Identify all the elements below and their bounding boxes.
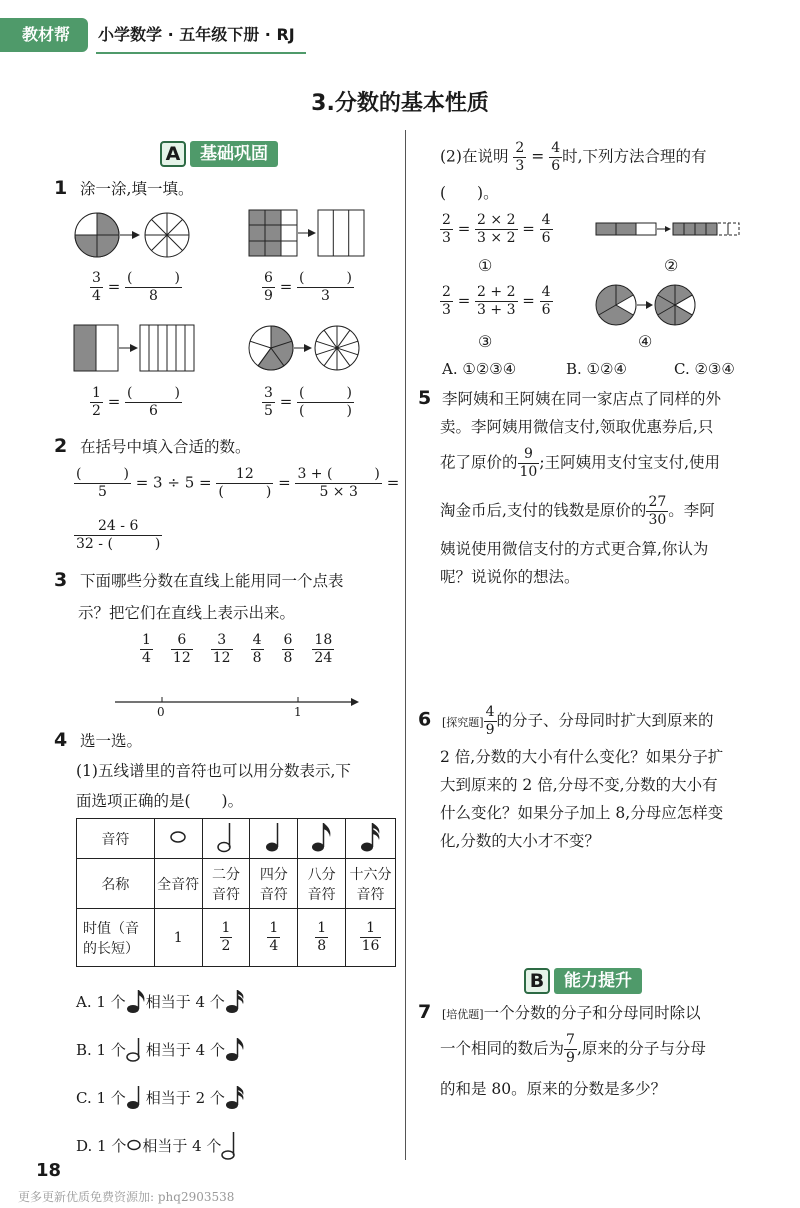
header-underline: [96, 52, 306, 54]
question-5: [418, 384, 721, 414]
question-6: 6 [探究题] $\frac{4}{9}$ 的分子、分母同时扩大到原来的: [418, 704, 714, 738]
table-header: 时值（音 的长短）: [77, 909, 155, 967]
question-2-header: [54, 432, 251, 462]
question-text: 一个分数的分子和分母同时除以: [483, 1004, 701, 1022]
tick-label-0: 0: [157, 705, 165, 719]
half-note-icon: [202, 819, 250, 859]
page-number: 18: [36, 1160, 62, 1181]
option-d[interactable]: D. 1 个 相当于 4 个: [76, 1130, 241, 1160]
q1-eq-1: $\frac{3}{4}$ = $\frac{( )}{8}$: [92, 270, 180, 304]
note-value: $\frac{1}{2}$: [202, 909, 250, 967]
method-3-label: ③: [478, 332, 493, 351]
method-4-label: ④: [638, 332, 653, 351]
question-tag: [培优题]: [442, 1008, 484, 1021]
answer-blank[interactable]: $\frac{( )}{5}$: [76, 466, 129, 500]
q2-equation-chain: $\frac{( )}{5}$ = 3 ÷ 5 = $\frac{12}{( )}$ = $\frac{3 + ( )}{5 \times 3}$ =: [76, 466, 400, 500]
choice-c[interactable]: C. ②③④: [674, 360, 735, 378]
answer-blank[interactable]: $\frac{24 - 6}{32 - ( )}$: [76, 518, 161, 552]
q1-eq-2: $\frac{6}{9}$ = $\frac{( )}{3}$: [264, 270, 352, 304]
tick-label-1: 1: [294, 705, 302, 719]
note-table: [76, 818, 396, 967]
section-a-badge: [160, 139, 278, 169]
table-header: 音符: [77, 819, 155, 859]
question-text: 选一选。: [80, 732, 143, 750]
question-number: 1: [54, 177, 68, 199]
question-text: 的和是 80。原来的分数是多少？: [440, 1080, 667, 1098]
quarter-note-icon: [126, 1084, 146, 1110]
eighth-note-icon: [126, 988, 146, 1014]
method-1: $\frac{2}{3}$ = $\frac{2 \times 2}{3 \times 2}$ = $\frac{4}{6}$: [442, 212, 551, 246]
brand-tag: 教材帮: [0, 18, 88, 52]
note-name: 八分 音符: [298, 859, 346, 909]
whole-note-icon: [154, 819, 202, 859]
question-text: 下面哪些分数在直线上能用同一个点表: [80, 572, 344, 590]
sixteenth-note-icon: [225, 1084, 245, 1110]
option-b[interactable]: B. 1 个 相当于 4 个: [76, 1036, 245, 1062]
question-text: 什么变化？如果分子加上 8,分母应怎样变: [440, 804, 724, 822]
method-1-label: ①: [478, 256, 493, 275]
option-a[interactable]: A. 1 个 相当于 4 个: [76, 988, 245, 1014]
question-text: 呢？说说你的想法。: [440, 568, 580, 586]
note-value: $\frac{1}{16}$: [346, 909, 396, 967]
watermark: 更多更新优质免费资源加: phq2903538: [18, 1190, 235, 1204]
question-number: 2: [54, 435, 68, 457]
number-line[interactable]: [115, 696, 360, 708]
question-number: 7: [418, 1001, 432, 1023]
sixteenth-note-icon: [225, 988, 245, 1014]
section-b-label: 能力提升: [554, 968, 642, 994]
question-text: 示？把它们在直线上表示出来。: [78, 604, 296, 622]
q1-figure-1: [70, 205, 200, 265]
note-name: 二分 音符: [202, 859, 250, 909]
choice-a[interactable]: A. ①②③④: [442, 360, 517, 378]
answer-blank[interactable]: $\frac{( )}{6}$: [127, 385, 180, 419]
sixteenth-note-icon: [346, 819, 396, 859]
question-text: 姨说使用微信支付的方式更合算,你认为: [440, 540, 709, 558]
half-note-icon: [126, 1036, 146, 1062]
quarter-note-icon: [250, 819, 298, 859]
q4-sub2-blank[interactable]: ( )。: [440, 184, 499, 202]
choice-b[interactable]: B. ①②④: [566, 360, 627, 378]
note-value: $\frac{1}{4}$: [250, 909, 298, 967]
question-text: 在括号中填入合适的数。: [80, 438, 251, 456]
note-value: $\frac{1}{8}$: [298, 909, 346, 967]
question-3-header: [54, 566, 344, 596]
section-b-letter: B: [524, 968, 550, 994]
q3-fraction-list: $\frac{1}{4}$ $\frac{6}{12}$ $\frac{3}{12}$ $\frac{4}{8}$ $\frac{6}{8}$ $\frac{18}{24}$: [142, 632, 333, 666]
note-value: 1: [154, 909, 202, 967]
note-name: 四分 音符: [250, 859, 298, 909]
question-tag: [探究题]: [442, 715, 484, 729]
question-1-header: [54, 174, 193, 204]
question-number: 5: [418, 387, 432, 409]
section-a-letter: A: [160, 141, 186, 167]
method-2-label: ②: [664, 256, 679, 275]
question-text: 一个相同的数后为 $\frac{7}{9}$ ,原来的分子与分母: [440, 1032, 706, 1066]
question-text: 李阿姨和王阿姨在同一家店点了同样的外: [442, 390, 722, 408]
question-text: 淘金币后,支付的钱数是原价的 $\frac{27}{30}$ 。李阿: [440, 494, 715, 528]
eighth-note-icon: [225, 1036, 245, 1062]
answer-blank[interactable]: $\frac{12}{( )}$: [218, 466, 272, 500]
question-number: 4: [54, 729, 68, 751]
section-b-badge: [524, 966, 642, 996]
q1-figure-2: [246, 207, 366, 261]
question-4-header: [54, 726, 142, 756]
answer-blank[interactable]: $\frac{3 + ( )}{5 \times 3}$: [297, 466, 380, 500]
option-c[interactable]: C. 1 个 相当于 2 个: [76, 1084, 245, 1110]
q1-eq-3: $\frac{1}{2}$ = $\frac{( )}{6}$: [92, 385, 180, 419]
q4-sub1-line1: (1)五线谱里的音符也可以用分数表示,下: [76, 762, 351, 780]
question-text: 化,分数的大小才不变？: [440, 832, 600, 850]
method-4-figure: [594, 282, 698, 328]
answer-blank[interactable]: $\frac{( )}{3}$: [299, 270, 352, 304]
page-title: 3.分数的基本性质: [311, 91, 489, 116]
method-2-figure: [595, 220, 745, 240]
question-number: 6: [418, 708, 432, 731]
question-number: 3: [54, 569, 68, 591]
q4-sub1-line2: 面选项正确的是( )。: [76, 792, 244, 810]
section-a-label: 基础巩固: [190, 141, 278, 167]
q1-figure-3: [72, 322, 197, 374]
whole-note-icon: [126, 1138, 142, 1152]
book-title: 小学数学 · 五年级下册 · RJ: [98, 25, 295, 44]
answer-blank[interactable]: $\frac{( )}{8}$: [127, 270, 180, 304]
note-name: 十六分 音符: [346, 859, 396, 909]
q1-figure-4: [246, 320, 364, 376]
question-text: 的分子、分母同时扩大到原来的: [496, 711, 714, 730]
eighth-note-icon: [298, 819, 346, 859]
q4-sub2-line1: (2)在说明 $\frac{2}{3}$ = $\frac{4}{6}$ 时,下列方法合理的有: [440, 140, 707, 174]
table-header: 名称: [77, 859, 155, 909]
question-text: 大到原来的 2 倍,分母不变,分数的大小有: [440, 776, 718, 794]
note-name: 全音符: [154, 859, 202, 909]
question-text: 涂一涂,填一填。: [80, 180, 194, 198]
question-text: 2 倍,分数的大小有什么变化？如果分子扩: [440, 748, 724, 766]
question-text: 卖。李阿姨用微信支付,领取优惠券后,只: [440, 418, 714, 436]
answer-blank[interactable]: $\frac{( )}{( )}$: [299, 385, 352, 419]
question-7: [418, 998, 701, 1028]
q2-equation-tail: [74, 518, 162, 553]
question-text: 花了原价的 $\frac{9}{10}$ ;王阿姨用支付宝支付,使用: [440, 446, 720, 480]
q1-eq-4: $\frac{3}{5}$ = $\frac{( )}{( )}$: [264, 385, 352, 419]
method-3: $\frac{2}{3}$ = $\frac{2 + 2}{3 + 3}$ = $\frac{4}{6}$: [442, 284, 551, 318]
column-divider: [405, 130, 406, 1160]
half-note-icon: [221, 1130, 241, 1160]
